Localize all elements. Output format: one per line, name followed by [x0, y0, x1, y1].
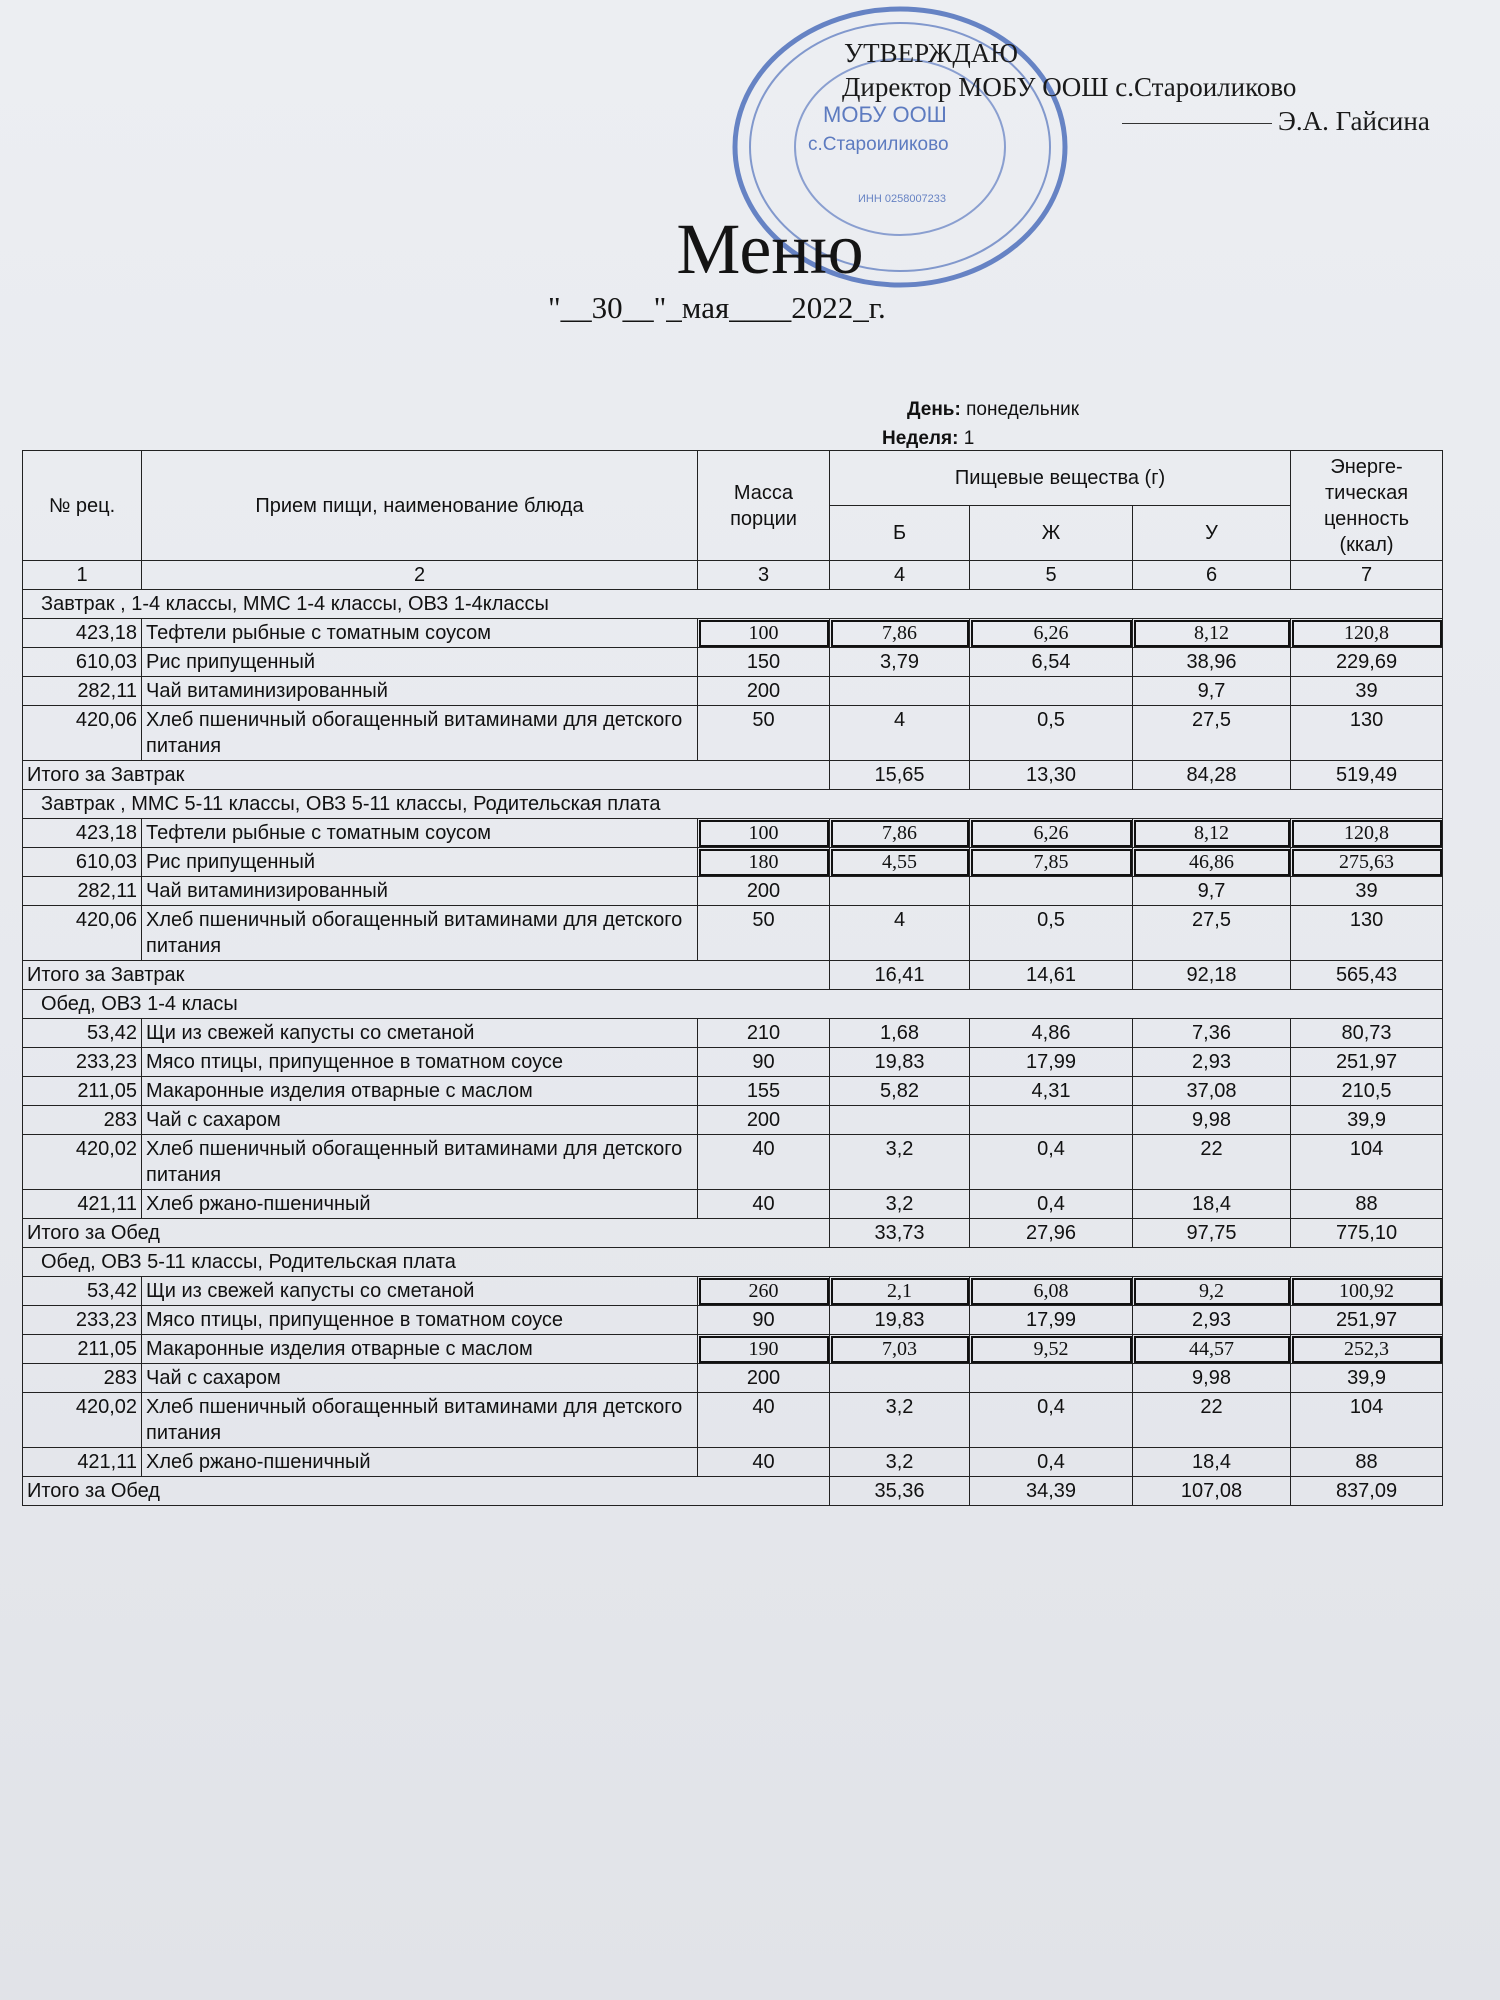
portion-mass: 100 — [698, 819, 830, 848]
section-title: Обед, ОВЗ 1-4 класы — [23, 990, 1443, 1019]
protein-value: 7,86 — [830, 619, 970, 648]
portion-mass: 200 — [698, 1364, 830, 1393]
carbs-value: 9,7 — [1133, 677, 1291, 706]
portion-mass: 40 — [698, 1448, 830, 1477]
table-row — [23, 1190, 1443, 1219]
dish-name: Чай с сахаром — [142, 1364, 698, 1393]
protein-value — [830, 1106, 970, 1135]
fat-value: 0,4 — [970, 1448, 1133, 1477]
fat-value — [970, 877, 1133, 906]
total-row — [23, 961, 1443, 990]
recipe-number: 283 — [23, 1364, 142, 1393]
energy-value: 210,5 — [1291, 1077, 1443, 1106]
signature-line — [1122, 123, 1272, 124]
header-mass: Масса порции — [698, 451, 830, 561]
fat-value — [970, 1106, 1133, 1135]
fat-value: 0,5 — [970, 706, 1133, 761]
protein-value — [830, 877, 970, 906]
dish-name: Чай витаминизированный — [142, 677, 698, 706]
energy-value: 88 — [1291, 1448, 1443, 1477]
total-label: Итого за Обед — [23, 1477, 830, 1506]
carbs-value: 8,12 — [1133, 819, 1291, 848]
portion-mass: 50 — [698, 906, 830, 961]
fat-value: 6,26 — [970, 819, 1133, 848]
menu-body — [23, 590, 1443, 1506]
dish-name: Хлеб ржано-пшеничный — [142, 1448, 698, 1477]
dish-name: Макаронные изделия отварные с маслом — [142, 1335, 698, 1364]
carbs-value: 27,5 — [1133, 706, 1291, 761]
carbs-value: 22 — [1133, 1135, 1291, 1190]
portion-mass: 190 — [698, 1335, 830, 1364]
total-fat: 14,61 — [970, 961, 1133, 990]
carbs-value: 18,4 — [1133, 1190, 1291, 1219]
portion-mass: 200 — [698, 677, 830, 706]
page-title: Меню — [676, 209, 864, 289]
recipe-number: 420,06 — [23, 706, 142, 761]
recipe-number: 53,42 — [23, 1277, 142, 1306]
recipe-number: 211,05 — [23, 1077, 142, 1106]
total-protein: 33,73 — [830, 1219, 970, 1248]
dish-name: Тефтели рыбные с томатным соусом — [142, 619, 698, 648]
protein-value: 4 — [830, 906, 970, 961]
section-header-row — [23, 990, 1443, 1019]
protein-value: 7,86 — [830, 819, 970, 848]
carbs-value: 2,93 — [1133, 1048, 1291, 1077]
week-label: Неделя: — [882, 428, 959, 449]
section-header-row — [23, 790, 1443, 819]
energy-value: 104 — [1291, 1135, 1443, 1190]
table-row — [23, 1277, 1443, 1306]
recipe-number: 283 — [23, 1106, 142, 1135]
table-row — [23, 1135, 1443, 1190]
dish-name: Хлеб ржано-пшеничный — [142, 1190, 698, 1219]
portion-mass: 90 — [698, 1048, 830, 1077]
energy-value: 275,63 — [1291, 848, 1443, 877]
fat-value: 0,4 — [970, 1135, 1133, 1190]
recipe-number: 420,02 — [23, 1135, 142, 1190]
table-row — [23, 819, 1443, 848]
carbs-value: 9,98 — [1133, 1364, 1291, 1393]
approval-signer: Э.А. Гайсина — [1278, 106, 1430, 136]
table-row — [23, 1077, 1443, 1106]
total-row — [23, 1219, 1443, 1248]
fat-value: 0,5 — [970, 906, 1133, 961]
energy-value: 120,8 — [1291, 619, 1443, 648]
dish-name: Щи из свежей капусты со сметаной — [142, 1019, 698, 1048]
total-energy: 837,09 — [1291, 1477, 1443, 1506]
dish-name: Щи из свежей капусты со сметаной — [142, 1277, 698, 1306]
dish-name: Мясо птицы, припущенное в томатном соусе — [142, 1306, 698, 1335]
recipe-number: 420,06 — [23, 906, 142, 961]
dish-name: Хлеб пшеничный обогащенный витаминами для детского питания — [142, 906, 698, 961]
energy-value: 39 — [1291, 677, 1443, 706]
fat-value: 0,4 — [970, 1190, 1133, 1219]
approval-heading: УТВЕРЖДАЮ — [844, 38, 1019, 68]
carbs-value: 37,08 — [1133, 1077, 1291, 1106]
total-carbs: 97,75 — [1133, 1219, 1291, 1248]
total-energy: 775,10 — [1291, 1219, 1443, 1248]
section-title: Завтрак , 1-4 классы, ММС 1-4 классы, ОВЗ 1-4классы — [23, 590, 1443, 619]
recipe-number: 282,11 — [23, 877, 142, 906]
energy-value: 100,92 — [1291, 1277, 1443, 1306]
menu-table — [22, 450, 1443, 1506]
carbs-value: 9,2 — [1133, 1277, 1291, 1306]
day-line — [907, 399, 1079, 421]
portion-mass: 180 — [698, 848, 830, 877]
portion-mass: 100 — [698, 619, 830, 648]
recipe-number: 610,03 — [23, 648, 142, 677]
header-energy: Энерге-тическая ценность (ккал) — [1291, 451, 1443, 561]
total-fat: 27,96 — [970, 1219, 1133, 1248]
total-energy: 519,49 — [1291, 761, 1443, 790]
protein-value: 4 — [830, 706, 970, 761]
section-title: Завтрак , ММС 5-11 классы, ОВЗ 5-11 классы, Родительская плата — [23, 790, 1443, 819]
dish-name: Чай витаминизированный — [142, 877, 698, 906]
fat-value: 6,54 — [970, 648, 1133, 677]
column-index-row — [23, 561, 1443, 590]
energy-value: 251,97 — [1291, 1306, 1443, 1335]
header-carbs: У — [1133, 506, 1291, 561]
fat-value: 6,26 — [970, 619, 1133, 648]
week-line — [882, 428, 974, 450]
header-nutrients: Пищевые вещества (г) — [830, 451, 1291, 506]
energy-value: 39,9 — [1291, 1106, 1443, 1135]
total-label: Итого за Обед — [23, 1219, 830, 1248]
fat-value: 0,4 — [970, 1393, 1133, 1448]
dish-name: Макаронные изделия отварные с маслом — [142, 1077, 698, 1106]
protein-value: 5,82 — [830, 1077, 970, 1106]
energy-value: 88 — [1291, 1190, 1443, 1219]
recipe-number: 423,18 — [23, 619, 142, 648]
recipe-number: 233,23 — [23, 1048, 142, 1077]
portion-mass: 260 — [698, 1277, 830, 1306]
protein-value: 3,2 — [830, 1135, 970, 1190]
table-row — [23, 1106, 1443, 1135]
carbs-value: 38,96 — [1133, 648, 1291, 677]
header-fat: Ж — [970, 506, 1133, 561]
table-row — [23, 1019, 1443, 1048]
fat-value — [970, 1364, 1133, 1393]
recipe-number: 211,05 — [23, 1335, 142, 1364]
section-title: Обед, ОВЗ 5-11 классы, Родительская плата — [23, 1248, 1443, 1277]
approval-block — [842, 36, 1430, 138]
fat-value — [970, 677, 1133, 706]
fat-value: 17,99 — [970, 1306, 1133, 1335]
table-row — [23, 1335, 1443, 1364]
dish-name: Тефтели рыбные с томатным соусом — [142, 819, 698, 848]
header-rec: № рец. — [23, 451, 142, 561]
recipe-number: 233,23 — [23, 1306, 142, 1335]
total-label: Итого за Завтрак — [23, 761, 830, 790]
portion-mass: 40 — [698, 1135, 830, 1190]
day-label: День: — [907, 399, 961, 420]
total-fat: 34,39 — [970, 1477, 1133, 1506]
protein-value: 19,83 — [830, 1048, 970, 1077]
energy-value: 130 — [1291, 706, 1443, 761]
portion-mass: 150 — [698, 648, 830, 677]
table-row — [23, 906, 1443, 961]
dish-name: Хлеб пшеничный обогащенный витаминами для детского питания — [142, 1135, 698, 1190]
dish-name: Мясо птицы, припущенное в томатном соусе — [142, 1048, 698, 1077]
column-index: 5 — [970, 561, 1133, 590]
menu-date: "__30__"_мая____2022_г. — [548, 290, 886, 325]
week-value: 1 — [963, 428, 975, 449]
column-index: 6 — [1133, 561, 1291, 590]
carbs-value: 9,98 — [1133, 1106, 1291, 1135]
stamp-text: МОБУ ООШ — [823, 102, 947, 127]
carbs-value: 44,57 — [1133, 1335, 1291, 1364]
energy-value: 104 — [1291, 1393, 1443, 1448]
dish-name: Рис припущенный — [142, 648, 698, 677]
protein-value: 3,2 — [830, 1190, 970, 1219]
dish-name: Рис припущенный — [142, 848, 698, 877]
table-row — [23, 1048, 1443, 1077]
dish-name: Хлеб пшеничный обогащенный витаминами для детского питания — [142, 706, 698, 761]
total-carbs: 107,08 — [1133, 1477, 1291, 1506]
total-label: Итого за Завтрак — [23, 961, 830, 990]
total-carbs: 84,28 — [1133, 761, 1291, 790]
day-value: понедельник — [966, 399, 1080, 420]
column-index: 3 — [698, 561, 830, 590]
portion-mass: 200 — [698, 877, 830, 906]
carbs-value: 18,4 — [1133, 1448, 1291, 1477]
fat-value: 7,85 — [970, 848, 1133, 877]
protein-value: 7,03 — [830, 1335, 970, 1364]
fat-value: 4,86 — [970, 1019, 1133, 1048]
table-row — [23, 1306, 1443, 1335]
portion-mass: 90 — [698, 1306, 830, 1335]
table-row — [23, 1393, 1443, 1448]
recipe-number: 420,02 — [23, 1393, 142, 1448]
carbs-value: 46,86 — [1133, 848, 1291, 877]
energy-value: 130 — [1291, 906, 1443, 961]
protein-value: 3,2 — [830, 1448, 970, 1477]
carbs-value: 7,36 — [1133, 1019, 1291, 1048]
protein-value: 2,1 — [830, 1277, 970, 1306]
dish-name: Чай с сахаром — [142, 1106, 698, 1135]
column-index: 2 — [142, 561, 698, 590]
fat-value: 9,52 — [970, 1335, 1133, 1364]
protein-value: 3,2 — [830, 1393, 970, 1448]
energy-value: 252,3 — [1291, 1335, 1443, 1364]
portion-mass: 40 — [698, 1393, 830, 1448]
fat-value: 4,31 — [970, 1077, 1133, 1106]
recipe-number: 610,03 — [23, 848, 142, 877]
recipe-number: 282,11 — [23, 677, 142, 706]
protein-value: 4,55 — [830, 848, 970, 877]
energy-value: 251,97 — [1291, 1048, 1443, 1077]
energy-value: 120,8 — [1291, 819, 1443, 848]
protein-value: 19,83 — [830, 1306, 970, 1335]
energy-value: 229,69 — [1291, 648, 1443, 677]
recipe-number: 421,11 — [23, 1190, 142, 1219]
table-row — [23, 1448, 1443, 1477]
column-index: 7 — [1291, 561, 1443, 590]
portion-mass: 50 — [698, 706, 830, 761]
header-protein: Б — [830, 506, 970, 561]
table-row — [23, 877, 1443, 906]
column-index: 1 — [23, 561, 142, 590]
table-row — [23, 648, 1443, 677]
recipe-number: 423,18 — [23, 819, 142, 848]
protein-value — [830, 1364, 970, 1393]
table-row — [23, 848, 1443, 877]
section-header-row — [23, 1248, 1443, 1277]
portion-mass: 40 — [698, 1190, 830, 1219]
total-row — [23, 1477, 1443, 1506]
section-header-row — [23, 590, 1443, 619]
carbs-value: 22 — [1133, 1393, 1291, 1448]
header-name: Прием пищи, наименование блюда — [142, 451, 698, 561]
approval-position: Директор МОБУ ООШ с.Староиликово — [842, 72, 1297, 102]
total-energy: 565,43 — [1291, 961, 1443, 990]
fat-value: 17,99 — [970, 1048, 1133, 1077]
approval-signature-line — [842, 104, 1430, 138]
energy-value: 80,73 — [1291, 1019, 1443, 1048]
total-row — [23, 761, 1443, 790]
table-row — [23, 677, 1443, 706]
protein-value — [830, 677, 970, 706]
protein-value: 3,79 — [830, 648, 970, 677]
protein-value: 1,68 — [830, 1019, 970, 1048]
portion-mass: 210 — [698, 1019, 830, 1048]
total-fat: 13,30 — [970, 761, 1133, 790]
recipe-number: 53,42 — [23, 1019, 142, 1048]
carbs-value: 2,93 — [1133, 1306, 1291, 1335]
total-protein: 35,36 — [830, 1477, 970, 1506]
carbs-value: 9,7 — [1133, 877, 1291, 906]
stamp-inn: ИНН 0258007233 — [858, 193, 947, 205]
table-row — [23, 619, 1443, 648]
total-protein: 16,41 — [830, 961, 970, 990]
total-protein: 15,65 — [830, 761, 970, 790]
table-row — [23, 706, 1443, 761]
carbs-value: 27,5 — [1133, 906, 1291, 961]
portion-mass: 200 — [698, 1106, 830, 1135]
energy-value: 39,9 — [1291, 1364, 1443, 1393]
stamp-text-2: с.Староиликово — [808, 134, 949, 155]
total-carbs: 92,18 — [1133, 961, 1291, 990]
portion-mass: 155 — [698, 1077, 830, 1106]
column-index: 4 — [830, 561, 970, 590]
recipe-number: 421,11 — [23, 1448, 142, 1477]
table-row — [23, 1364, 1443, 1393]
dish-name: Хлеб пшеничный обогащенный витаминами для детского питания — [142, 1393, 698, 1448]
energy-value: 39 — [1291, 877, 1443, 906]
carbs-value: 8,12 — [1133, 619, 1291, 648]
fat-value: 6,08 — [970, 1277, 1133, 1306]
